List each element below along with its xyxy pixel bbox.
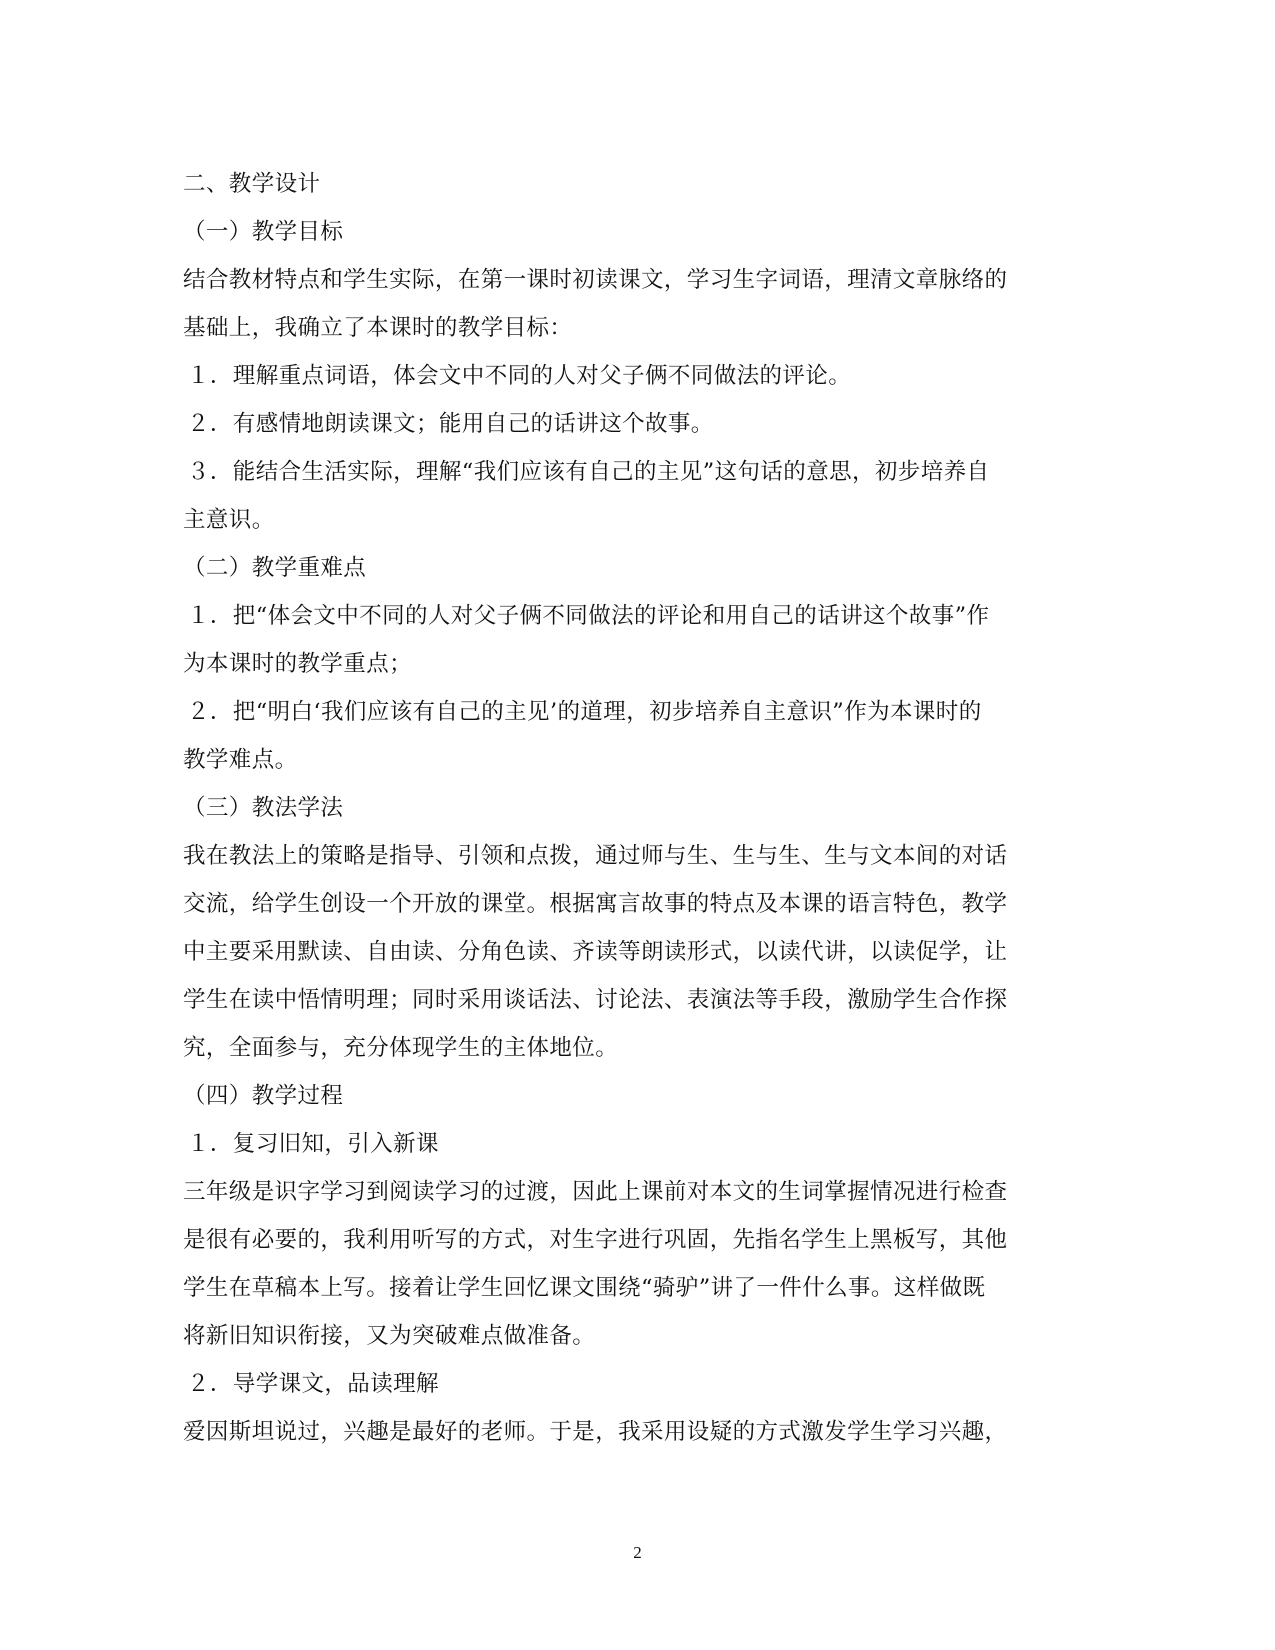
text-line: 主意识。 bbox=[183, 507, 275, 533]
text-line: （四）教学过程 bbox=[183, 1083, 344, 1109]
text-line: 究，全面参与，充分体现学生的主体地位。 bbox=[183, 1035, 619, 1061]
text-line: １．理解重点词语，体会文中不同的人对父子俩不同做法的评论。 bbox=[187, 363, 852, 389]
text-line: （三）教法学法 bbox=[183, 795, 344, 821]
text-line: ２．导学课文，品读理解 bbox=[187, 1371, 439, 1397]
text-line: 三年级是识字学习到阅读学习的过渡，因此上课前对本文的生词掌握情况进行检查 bbox=[183, 1179, 1008, 1205]
text-line: 基础上，我确立了本课时的教学目标： bbox=[183, 315, 573, 341]
document-body bbox=[183, 160, 1075, 1456]
text-line: 交流，给学生创设一个开放的课堂。根据寓言故事的特点及本课的语言特色，教学 bbox=[183, 891, 1008, 917]
text-line: 为本课时的教学重点； bbox=[183, 651, 413, 677]
text-line: （二）教学重难点 bbox=[183, 555, 367, 581]
text-line: 是很有必要的，我利用听写的方式，对生字进行巩固，先指名学生上黑板写，其他 bbox=[183, 1227, 1008, 1253]
text-line: ３．能结合生活实际，理解“我们应该有自己的主见”这句话的意思，初步培养自 bbox=[187, 459, 990, 485]
text-line: （一）教学目标 bbox=[183, 219, 344, 245]
text-line: 我在教法上的策略是指导、引领和点拨，通过师与生、生与生、生与文本间的对话 bbox=[183, 843, 1008, 869]
text-line: ２．有感情地朗读课文；能用自己的话讲这个故事。 bbox=[187, 411, 714, 437]
text-line: 教学难点。 bbox=[183, 747, 298, 773]
text-line: 学生在草稿本上写。接着让学生回忆课文围绕“骑驴”讲了一件什么事。这样做既 bbox=[183, 1275, 986, 1301]
text-line: 二、教学设计 bbox=[183, 171, 321, 197]
text-line: 学生在读中悟情明理；同时采用谈话法、讨论法、表演法等手段，激励学生合作探 bbox=[183, 987, 1008, 1013]
text-line: １．把“体会文中不同的人对父子俩不同做法的评论和用自己的话讲这个故事”作 bbox=[187, 603, 990, 629]
text-line: ２．把“明白‘我们应该有自己的主见’的道理，初步培养自主意识”作为本课时的 bbox=[187, 699, 982, 725]
text-line: １．复习旧知，引入新课 bbox=[187, 1131, 439, 1157]
text-line: 结合教材特点和学生实际，在第一课时初读课文，学习生字词语，理清文章脉络的 bbox=[183, 267, 1008, 293]
page-number: 2 bbox=[633, 1543, 642, 1562]
text-line: 中主要采用默读、自由读、分角色读、齐读等朗读形式，以读代讲，以读促学，让 bbox=[183, 939, 1008, 965]
text-line: 爱因斯坦说过，兴趣是最好的老师。于是，我采用设疑的方式激发学生学习兴趣， bbox=[183, 1419, 1008, 1445]
text-line: 将新旧知识衔接，又为突破难点做准备。 bbox=[183, 1323, 596, 1349]
